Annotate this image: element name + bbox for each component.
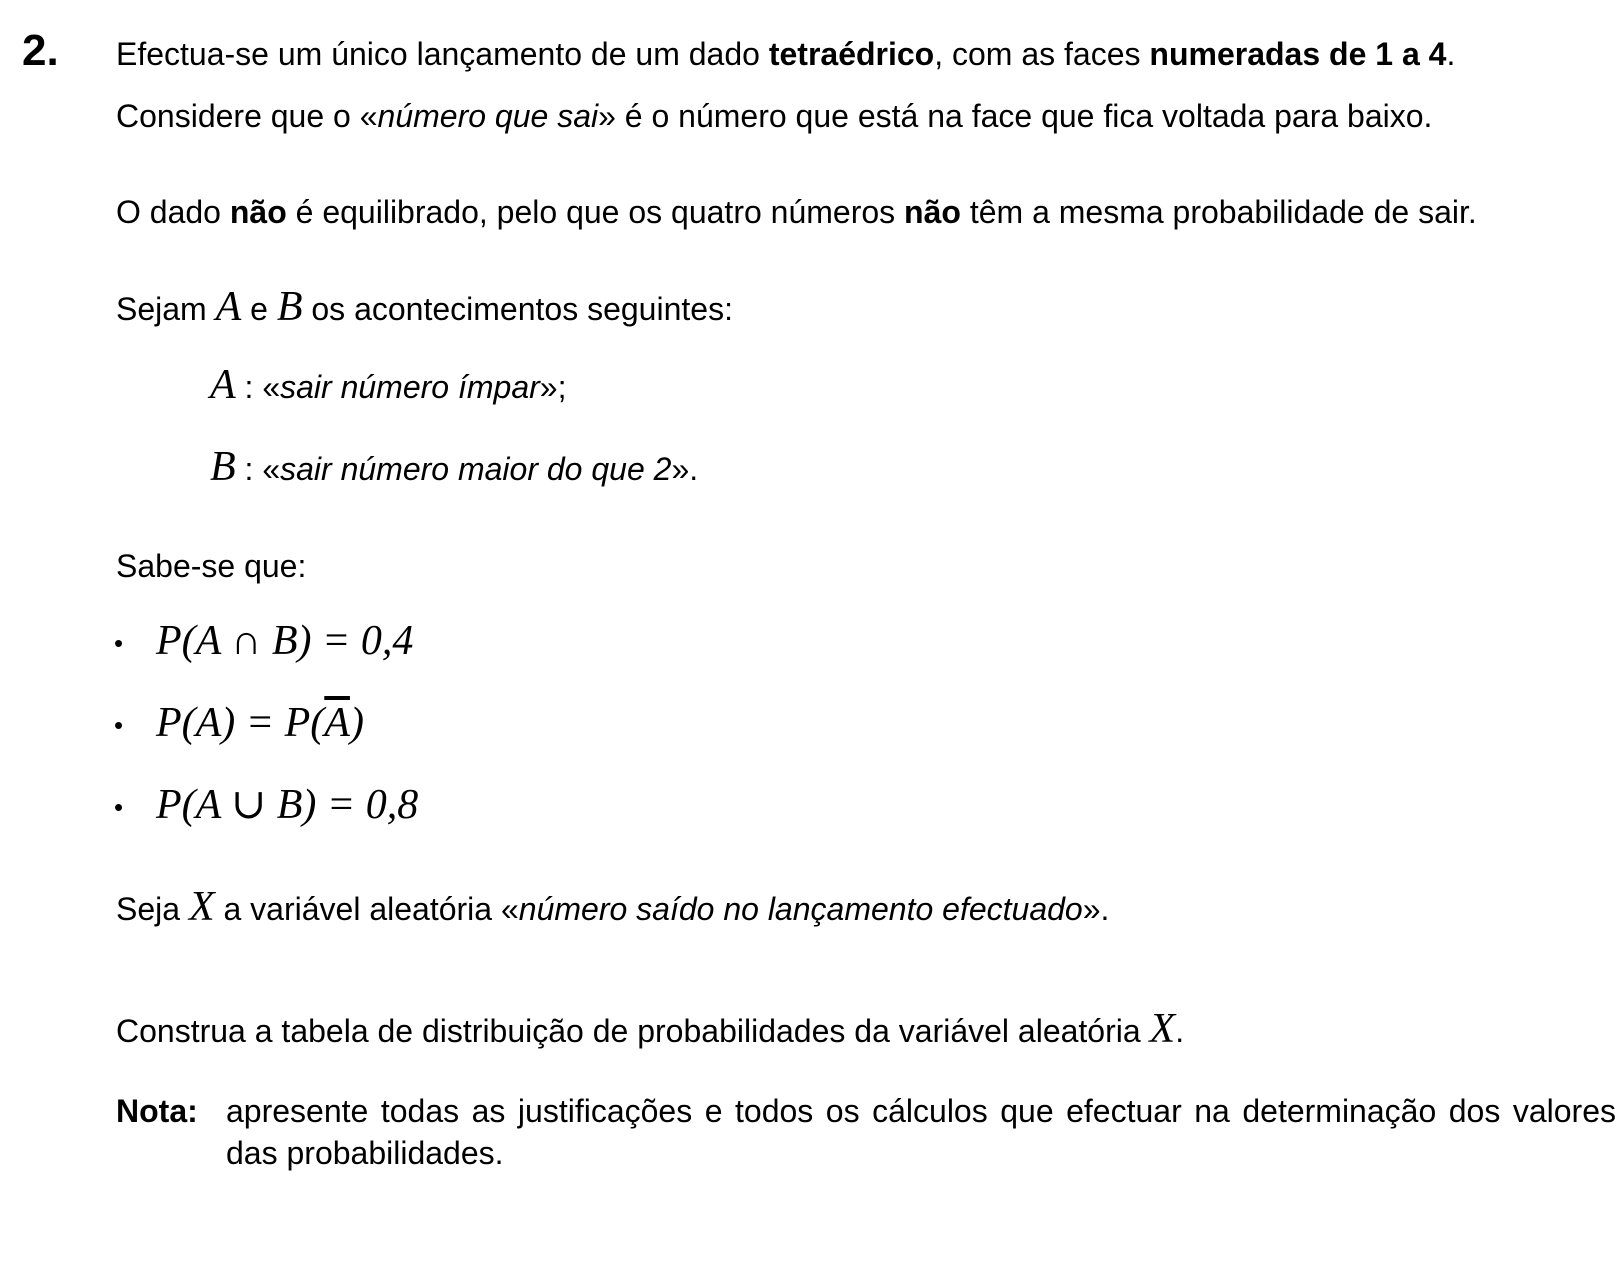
note-label: Nota (116, 1093, 188, 1129)
bold-numeradas: numeradas de 1 a 4 (1149, 36, 1447, 72)
events-intro: Sejam A e B os acontecimentos seguintes: (116, 284, 733, 330)
question-number: 2. (22, 26, 59, 75)
bullet-1: • (114, 628, 124, 658)
note: Nota: apresente todas as justificações e todos os cálculos que efectuar na determinação dos valores das probabilidades. (116, 1090, 1616, 1174)
intro-line-1: Efectua-se um único lançamento de um dado tetraédrico, com as faces numeradas de 1 a 4. (116, 36, 1456, 72)
a-complement: $\overline{A}$ (324, 700, 350, 746)
random-variable-definition: Seja X a variável aleatória «número saído no lançamento efectuado». (116, 884, 1110, 930)
bold-tetraedrico: tetraédrico (768, 36, 935, 72)
event-b-definition: B : «sair número maior do que 2». (210, 444, 699, 490)
var-x-task: X (1149, 1006, 1176, 1052)
var-a: A (215, 284, 242, 330)
var-b: B (276, 284, 303, 330)
bullet-3: • (114, 792, 124, 822)
event-a-definition: A : «sair número ímpar»; (210, 362, 567, 408)
known-heading: Sabe-se que: (116, 548, 307, 584)
note-text: apresente todas as justificações e todos os cálculos que efectuar na determinação dos valores das probabilidades. (226, 1093, 1616, 1171)
bullet-2: • (114, 710, 124, 740)
var-x: X (188, 884, 215, 930)
dice-statement: O dado não é equilibrado, pelo que os quatro números não têm a mesma probabilidade de sair. (116, 194, 1477, 230)
formula-union: P(A ∪ B) = 0,8 (156, 782, 419, 828)
formula-complement: $P(A) = P(\overline{A})$ (156, 700, 364, 746)
task-statement: Construa a tabela de distribuição de probabilidades da variável aleatória X. (116, 1006, 1185, 1052)
formula-intersection: P(A ∩ B) = 0,4 (156, 618, 414, 664)
intro-line-2: Considere que o «número que sai» é o número que está na face que fica voltada para baixo. (116, 98, 1433, 134)
